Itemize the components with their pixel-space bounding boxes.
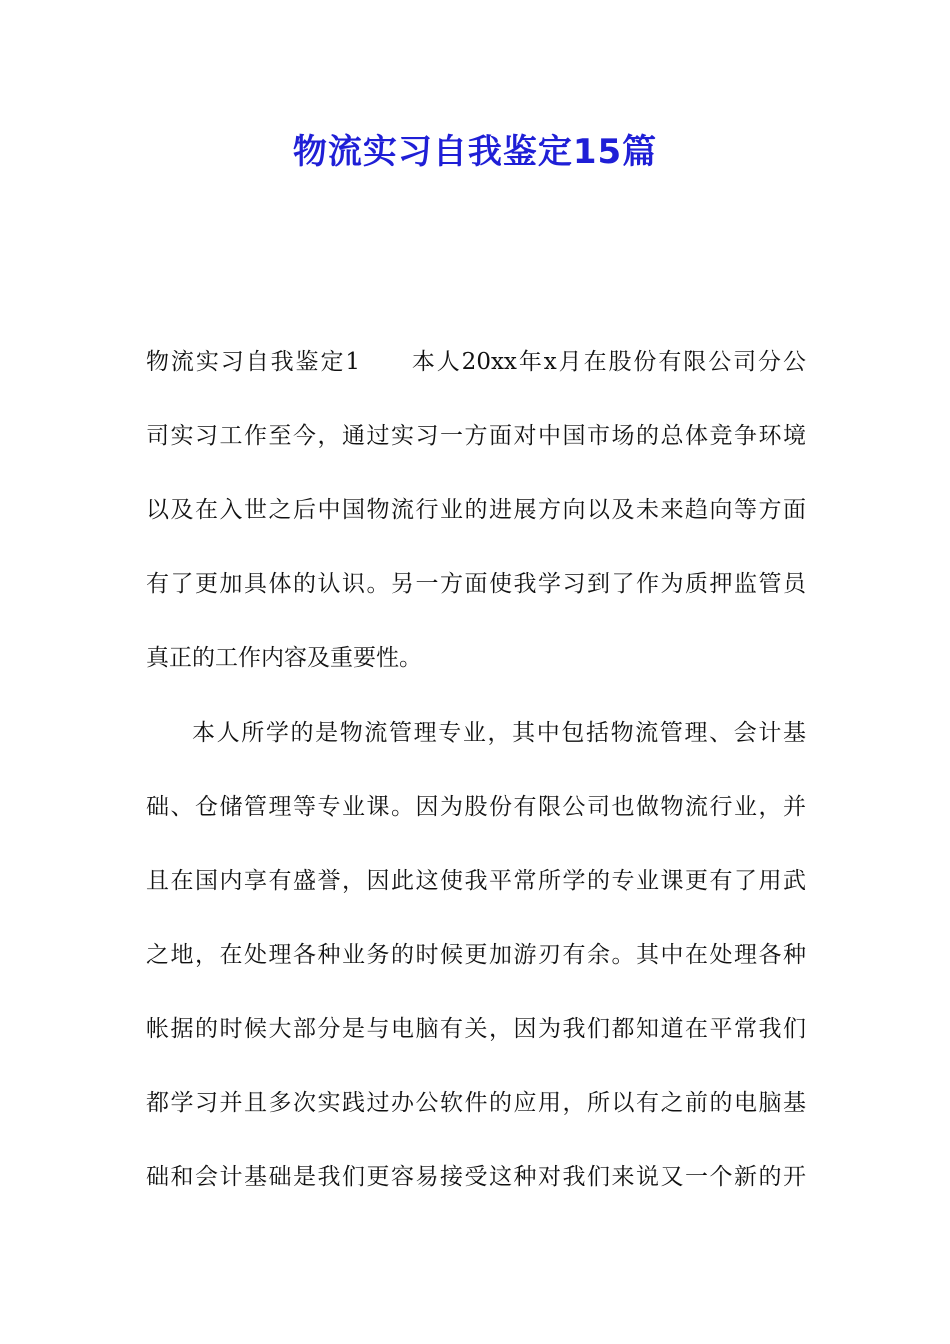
paragraph-line: 本人所学的是物流管理专业，其中包括物流管理、会计基 [192, 720, 806, 746]
paragraph-line: 有了更加具体的认识。另一方面使我学习到了作为质押监管员 [146, 571, 806, 597]
paragraph-line: 都学习并且多次实践过办公软件的应用，所以有之前的电脑基 [146, 1090, 806, 1116]
paragraph-line: 础和会计基础是我们更容易接受这种对我们来说又一个新的开 [146, 1164, 806, 1190]
paragraph-line: 且在国内享有盛誉，因此这使我平常所学的专业课更有了用武 [146, 868, 806, 894]
paragraph-line: 物流实习自我鉴定1 本人20xx年x月在股份有限公司分公 [146, 349, 806, 375]
paragraph-line: 础、仓储管理等专业课。因为股份有限公司也做物流行业，并 [146, 794, 806, 820]
document-title: 物流实习自我鉴定15篇 [292, 132, 658, 172]
paragraph-line: 之地，在处理各种业务的时候更加游刃有余。其中在处理各种 [146, 942, 806, 968]
paragraph-line: 以及在入世之后中国物流行业的进展方向以及未来趋向等方面 [146, 497, 806, 523]
paragraph-line: 帐据的时候大部分是与电脑有关，因为我们都知道在平常我们 [146, 1016, 806, 1042]
paragraph-line: 司实习工作至今，通过实习一方面对中国市场的总体竞争环境 [146, 423, 806, 449]
paragraph-line: 真正的工作内容及重要性。 [146, 645, 422, 671]
